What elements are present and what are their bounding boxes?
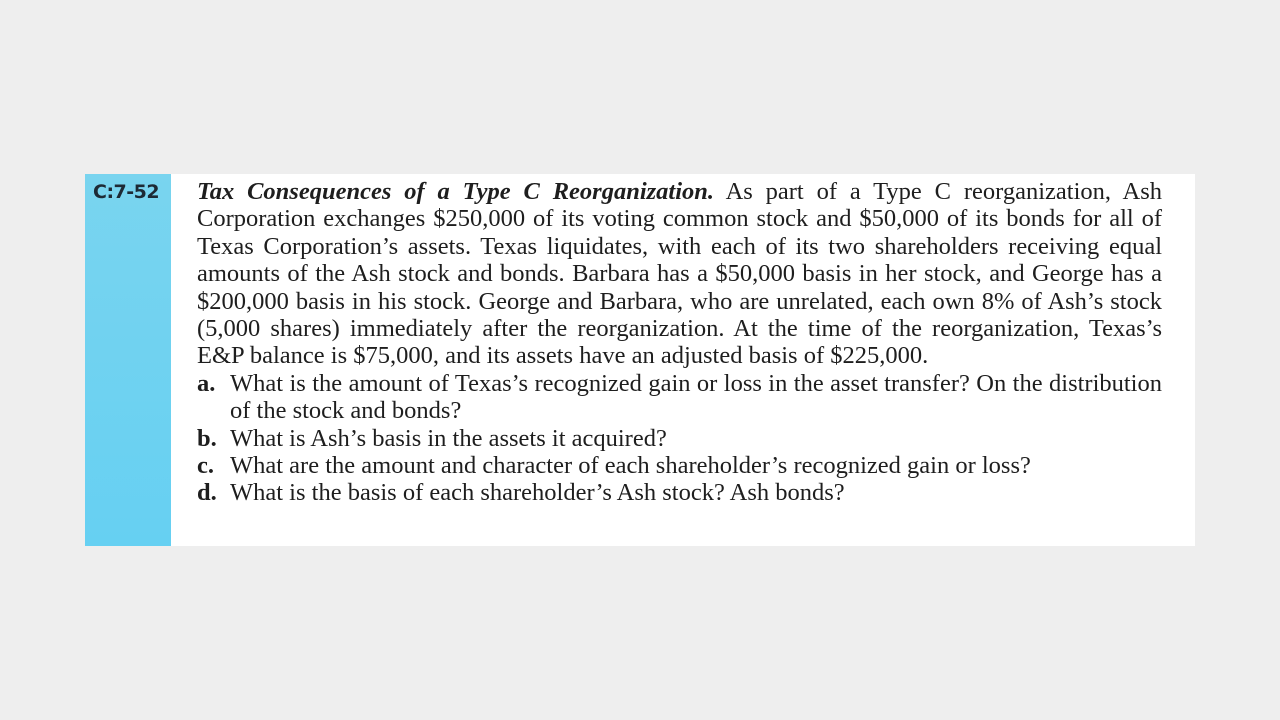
question-part-text: What are the amount and character of each shareholder’s recognized gain or loss? (230, 452, 1031, 480)
problem-number-bar (85, 174, 171, 546)
problem-body: As part of a Type C reorganization, Ash Corporation exchanges $250,000 of its voting common stock and $50,000 of its bonds for all of Texas Corporation’s assets. Texas liquidates, with each of its two shareholders receiving equal amounts of the Ash stock and bonds. Barbara has a $50,000 basis in her stock, and George has a $200,000 basis in his stock. George and Barbara, who are unrelated, each own 8% of Ash’s stock (5,000 shares) immediately after the reorganization. At the time of the reorganization, Texas’s E&P balance is $75,000, and its assets have an adjusted basis of $225,000. (197, 178, 1162, 370)
question-part-d (197, 479, 1162, 506)
question-part-letter: c. (197, 452, 214, 480)
question-part-c (197, 452, 1162, 479)
question-part-a (197, 370, 1162, 425)
problem-panel (85, 174, 1195, 546)
question-part-letter: b. (197, 424, 217, 452)
question-part-b (197, 425, 1162, 452)
question-part-text: What is Ash’s basis in the assets it acquired? (230, 424, 667, 452)
problem-number: C:7-52 (93, 181, 160, 203)
problem-title: Tax Consequences of a Type C Reorganization. (197, 178, 715, 205)
question-part-letter: d. (197, 479, 217, 507)
question-part-letter: a. (197, 369, 216, 397)
question-parts (197, 370, 1162, 507)
problem-stem (197, 178, 1162, 370)
problem-text (197, 178, 1162, 507)
question-part-text: What is the amount of Texas’s recognized gain or loss in the asset transfer? On the distribution of the stock and bonds? (230, 369, 1162, 425)
question-part-text: What is the basis of each shareholder’s Ash stock? Ash bonds? (230, 479, 845, 507)
